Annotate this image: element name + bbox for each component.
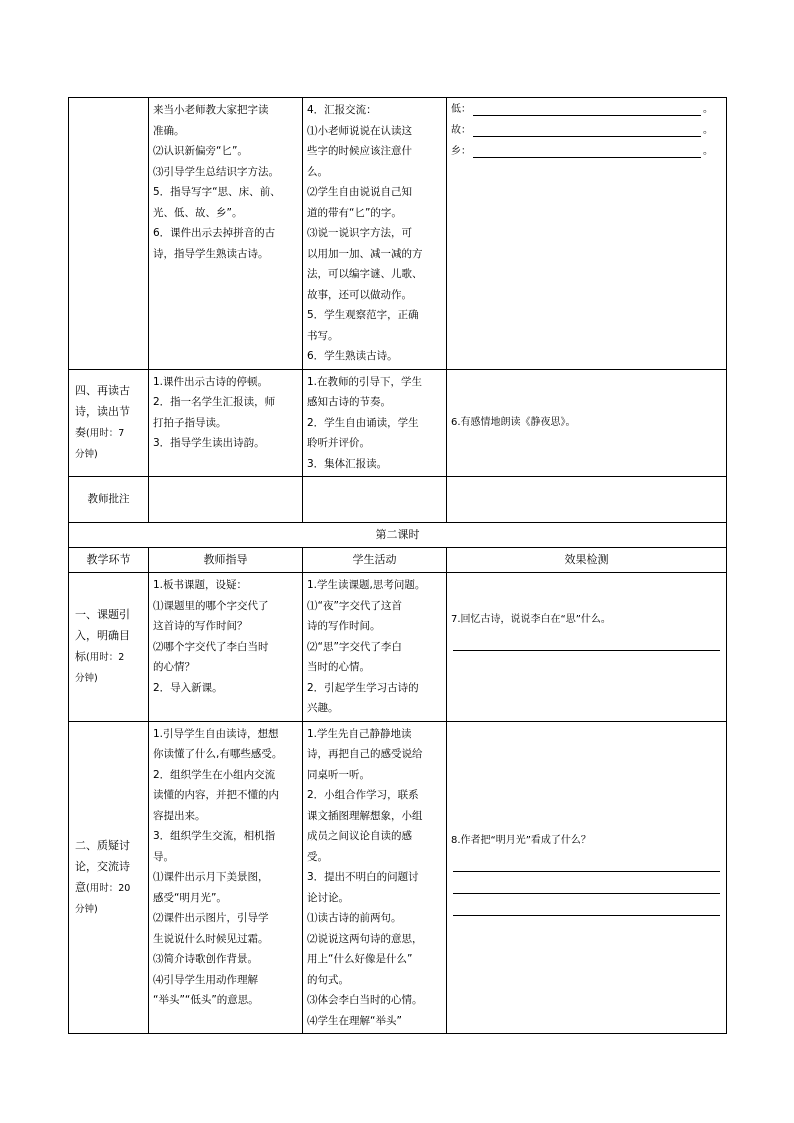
text-line: 兴趣。 [307,702,339,714]
activity-cell [303,573,447,722]
text-line: 诗，再把自己的感受说给 [307,748,423,760]
comment-cell[interactable] [149,477,303,523]
guidance-cell [149,721,303,1034]
text-line: 当时的心情。 [307,661,370,673]
text-line: 论讨论。 [307,891,349,904]
fill-in-blank[interactable] [473,147,701,158]
text-line: ⑵课件出示图片，引导学 [153,912,269,924]
text-line: 书写。 [307,329,339,342]
header-check: 效果检测 [447,548,727,573]
fill-in-blank[interactable] [473,105,701,116]
text-line: ⑵哪个字交代了李白当时 [153,640,269,653]
text-line: ⑴“夜”字交代了这首 [307,599,402,612]
row-discuss [69,721,727,1034]
text-line: 导。 [153,850,174,863]
stage-cell-discuss [69,721,149,1034]
text-line: 课文插图理解想象，小组 [307,809,423,822]
text-line: ⑶体会李白当时的心情。 [307,994,423,1006]
text-line: ⑶简介诗歌创作背景。 [153,953,258,965]
answer-line[interactable] [453,850,720,872]
row-lesson2-title [69,523,727,548]
comment-cell[interactable] [447,477,727,523]
text-line: 你读懂了什么,有哪些感受。 [153,748,283,760]
text-line: ⑵“思”字交代了李白 [307,640,402,653]
answer-line[interactable] [453,894,720,916]
question-text: 8.作者把“明月光”看成了什么？ [451,834,591,846]
stage-time: 分钟) [75,673,98,685]
text-line: 准确。 [153,124,185,137]
teacher-comment-label: 教师批注 [69,477,149,523]
text-line: ⑴课件出示月下美景图， [153,871,269,883]
text-line: ⑵说说这两句诗的意思， [307,932,423,945]
text-line: 诗的写作时间。 [307,620,381,632]
text-line: 光、低、故、乡”。 [153,206,243,219]
stage-text: 四、再读古 [75,384,130,398]
text-line: ⑶引导学生总结识字方法。 [153,165,279,178]
text-line: 同桌听一听。 [307,768,370,781]
text-line: 故事，还可以做动作。 [307,288,412,301]
text-line: 容提出来。 [153,809,206,822]
text-line: 1.板书课题，设疑： [153,579,248,591]
header-stage: 教学环节 [69,548,149,573]
fill-in-row-xiang [451,142,722,163]
text-line: 1.引导学生自由读诗，想想 [153,727,279,740]
activity-cell [303,98,447,370]
fill-in-row-di [451,100,722,121]
text-line: ⑴课题里的哪个字交代了 [153,599,269,612]
activity-cell [303,721,447,1034]
text-line: 生说说什么时候见过霜。 [153,932,269,945]
stage-text: 入，明确目 [75,629,130,643]
stage-text: 二、质疑讨 [75,838,130,852]
header-guidance: 教师指导 [149,548,303,573]
stage-time: 分钟) [75,903,98,915]
text-line: 2．指一名学生汇报读，师 [153,396,276,408]
stage-text: 标 [75,650,86,664]
check-cell: 6.有感情地朗读《静夜思》。 [447,369,727,477]
stage-text: 诗，读出节 [75,405,130,419]
text-line: 读懂的内容，并把不懂的内 [153,789,279,801]
text-line: 来当小老师教大家把字读 [153,104,269,116]
stage-text: 论，交流诗 [75,859,130,873]
header-activity: 学生活动 [303,548,447,573]
text-line: 6．课件出示去掉拼音的古 [153,227,276,239]
fill-in-end: 。 [703,146,713,158]
text-line: 道的带有“匕”的字。 [307,206,402,219]
check-cell [447,721,727,1034]
fill-in-end: 。 [703,104,713,116]
row-teacher-comment [69,477,727,523]
row-intro [69,573,727,722]
fill-in-label: 乡： [451,146,471,158]
text-line: 的句式。 [307,973,349,986]
guidance-cell [149,98,303,370]
fill-in-blank[interactable] [473,126,701,137]
stage-cell-intro [69,573,149,722]
guidance-cell [149,369,303,477]
text-line: 5．指导写字“思、床、前、 [153,186,281,198]
text-line: ⑴读古诗的前两句。 [307,912,402,924]
activity-cell [303,369,447,477]
answer-line[interactable] [453,629,720,651]
text-line: 3．指导学生读出诗韵。 [153,437,265,449]
text-line: ⑴小老师说说在认读这 [307,124,412,137]
row-reread [69,369,727,477]
row-headers [69,548,727,573]
text-line: 5．学生观察范字，正确 [307,309,419,321]
guidance-cell [149,573,303,722]
text-line: 2．小组合作学习，联系 [307,789,419,801]
text-line: 聆听并评价。 [307,437,370,449]
stage-time: 分钟) [75,449,98,461]
text-line: ⑶说一说识字方法，可 [307,227,412,239]
text-line: 用上“什么好像是什么” [307,953,413,965]
lesson-plan-page [68,97,726,1034]
text-line: 3．集体汇报读。 [307,457,388,470]
stage-time: (用时：7 [86,428,125,440]
lesson-plan-table [68,97,727,1034]
fill-in-end: 。 [703,125,713,137]
row-continuation [69,98,727,370]
lesson2-title: 第二课时 [69,523,727,548]
question-text: 7.回忆古诗，说说李白在“思”什么。 [451,614,611,625]
text-line: 4．汇报交流： [307,104,377,116]
stage-time: (用时：20 [86,882,131,894]
stage-cell-reread [69,369,149,477]
text-line: “举头”“低头”的意思。 [153,994,259,1006]
text-line: 的心情？ [153,661,195,673]
stage-text: 一、课题引 [75,608,130,622]
text-line: 1.在教师的引导下，学生 [307,375,423,388]
check-cell [447,98,727,370]
text-line: 1.课件出示古诗的停顿。 [153,375,269,388]
fill-in-row-gu [451,121,722,142]
stage-cell-empty [69,98,149,370]
text-line: 2．引起学生学习古诗的 [307,681,419,694]
text-line: 诗，指导学生熟读古诗。 [153,247,269,260]
text-line: 感知古诗的节奏。 [307,396,391,408]
text-line: ⑷引导学生用动作理解 [153,973,258,986]
text-line: ⑷学生在理解“举头” [307,1014,402,1027]
text-line: 成员之间议论自读的感 [307,830,412,842]
text-line: 1.学生读课题,思考问题。 [307,579,426,591]
text-line: 以用加一加、减一减的方 [307,247,423,260]
text-line: 这首诗的写作时间？ [153,620,248,632]
stage-text: 奏 [75,426,86,440]
text-line: 感受“明月光”。 [153,891,227,904]
text-line: 些字的时候应该注意什 [307,145,412,157]
fill-in-label: 故： [451,125,471,137]
fill-in-label: 低： [451,104,471,116]
text-line: 法，可以编字谜、儿歌、 [307,268,423,280]
check-cell [447,573,727,722]
text-line: ⑵认识新偏旁“匕”。 [153,145,248,157]
comment-cell[interactable] [303,477,447,523]
text-line: 3．提出不明白的问题讨 [307,871,419,883]
text-line: 么。 [307,165,328,178]
text-line: 6．学生熟读古诗。 [307,350,398,362]
text-line: 打拍子指导读。 [153,416,227,429]
text-line: 1.学生先自己静静地读 [307,727,412,740]
text-line: 受。 [307,850,328,863]
text-line: 2．导入新课。 [153,681,223,694]
stage-text: 意 [75,880,86,894]
answer-line[interactable] [453,872,720,894]
text-line: 3．组织学生交流，相机指 [153,830,276,842]
text-line: 2．组织学生在小组内交流 [153,768,276,781]
stage-time: (用时：2 [86,652,125,664]
text-line: 2．学生自由诵读，学生 [307,416,419,429]
text-line: ⑵学生自由说说自己知 [307,186,412,198]
